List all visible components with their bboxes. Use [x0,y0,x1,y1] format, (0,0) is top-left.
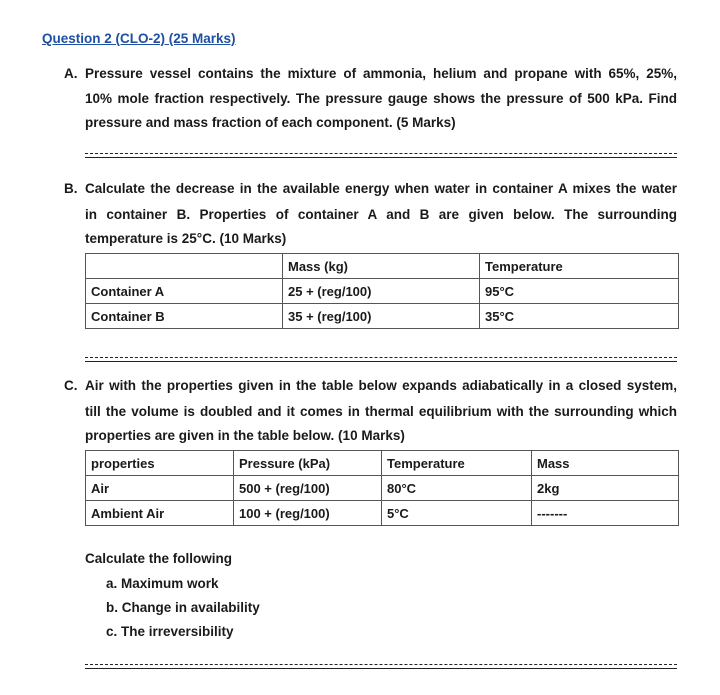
part-b-letter: B. [64,181,78,196]
part-c-line-1: Air with the properties given in the table below expands adiabatically in a closed system, [85,378,677,393]
part-a-line-3: pressure and mass fraction of each component. (5 Marks) [85,115,456,130]
table-cell: 80°C [382,476,532,501]
table-row [86,501,679,526]
part-c-letter: C. [64,378,78,393]
container-properties-table [85,253,679,329]
part-a-line-1: Pressure vessel contains the mixture of ammonia, helium and propane with 65%, 25%, [85,66,677,81]
table-header-row [86,254,679,279]
table-cell: Mass [532,451,679,476]
table-cell: 35°C [480,304,679,329]
answer-separator-c [85,664,677,669]
table-row [86,304,679,329]
part-b-line-1: Calculate the decrease in the available energy when water in container A mixes the water [85,181,677,196]
table-cell: 95°C [480,279,679,304]
table-cell: 500 + (reg/100) [234,476,382,501]
table-cell: Temperature [382,451,532,476]
air-properties-table [85,450,679,526]
calculate-title: Calculate the following [85,551,233,566]
part-b-line-2: in container B. Properties of container A and B are given below. The surrounding [85,207,677,222]
question-heading: Question 2 (CLO-2) (25 Marks) [42,31,236,46]
table-header-row [86,451,679,476]
table-cell: Container B [86,304,283,329]
answer-separator-b [85,357,677,362]
part-a-line-2: 10% mole fraction respectively. The pressure gauge shows the pressure of 500 kPa. Find [85,91,677,106]
part-b-line-3: temperature is 25°C. (10 Marks) [85,231,287,246]
calc-item-max-work: a. Maximum work [106,576,219,591]
part-c-line-3: properties are given in the table below. (10 Marks) [85,428,405,443]
table-cell: Container A [86,279,283,304]
table-cell: ------- [532,501,679,526]
table-cell: 2kg [532,476,679,501]
table-cell: Temperature [480,254,679,279]
table-cell: Air [86,476,234,501]
calc-item-irreversibility: c. The irreversibility [106,624,234,639]
table-cell: properties [86,451,234,476]
table-row [86,279,679,304]
table-cell: 25 + (reg/100) [283,279,480,304]
answer-separator-a [85,153,677,158]
table-cell: 35 + (reg/100) [283,304,480,329]
table-row [86,476,679,501]
table-cell [86,254,283,279]
table-cell: 5°C [382,501,532,526]
part-c-line-2: till the volume is doubled and it comes in thermal equilibrium with the surrounding which [85,404,677,419]
part-a-letter: A. [64,66,78,81]
calc-item-availability: b. Change in availability [106,600,260,615]
table-cell: Ambient Air [86,501,234,526]
table-cell: Mass (kg) [283,254,480,279]
table-cell: 100 + (reg/100) [234,501,382,526]
table-cell: Pressure (kPa) [234,451,382,476]
